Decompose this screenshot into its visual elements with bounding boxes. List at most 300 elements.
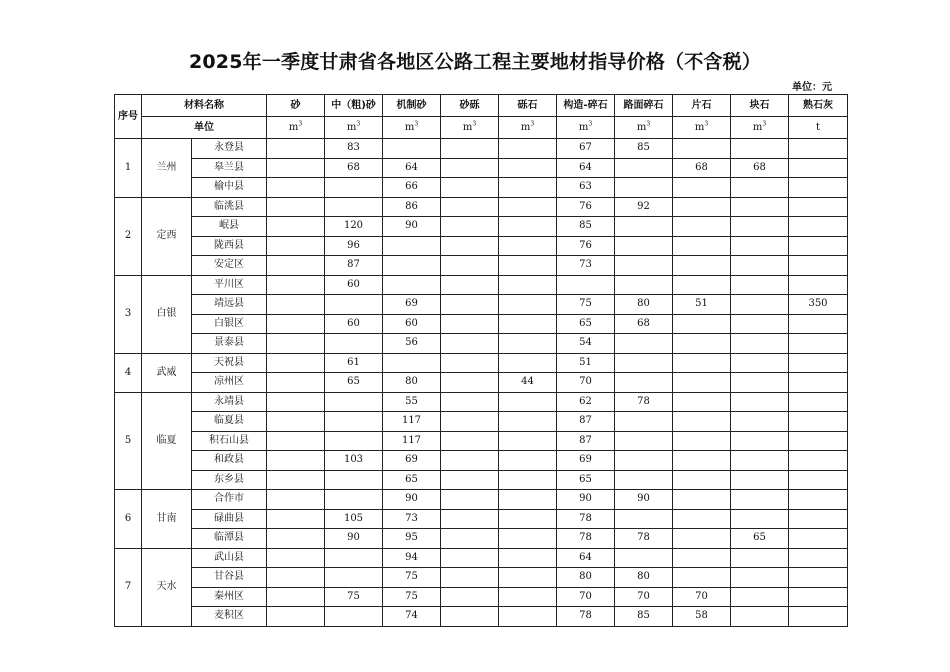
unit-label-header: 单位 [142,117,267,139]
price-cell: 64 [557,548,615,568]
price-cell: 58 [673,607,731,627]
price-cell [673,314,731,334]
price-cell [789,256,848,276]
unit-exponent: 3 [356,120,361,128]
unit-exponent: 3 [472,120,477,128]
price-cell: 65 [557,470,615,490]
table-row [115,470,848,490]
unit-exponent: 3 [414,120,419,128]
price-cell [441,548,499,568]
price-cell [499,295,557,315]
region-seq-cell: 3 [115,275,142,353]
price-cell [615,178,673,198]
price-cell: 90 [325,529,383,549]
price-cell [789,139,848,159]
region-seq-cell: 4 [115,353,142,392]
price-cell [789,568,848,588]
price-cell: 60 [383,314,441,334]
price-cell [731,139,789,159]
region-name-cell: 兰州 [142,139,192,198]
price-cell: 80 [557,568,615,588]
price-cell [325,490,383,510]
price-cell [731,334,789,354]
price-cell [731,236,789,256]
price-cell [789,373,848,393]
price-cell [325,178,383,198]
region-name-cell: 甘南 [142,490,192,549]
price-cell [325,568,383,588]
price-cell [441,275,499,295]
price-cell [325,392,383,412]
price-cell [441,295,499,315]
price-cell [267,431,325,451]
price-cell [731,587,789,607]
price-cell: 70 [673,587,731,607]
price-cell: 69 [557,451,615,471]
price-cell: 73 [557,256,615,276]
price-cell: 90 [383,217,441,237]
price-cell: 60 [325,275,383,295]
price-cell [673,509,731,529]
price-cell: 65 [731,529,789,549]
county-name-cell: 凉州区 [192,373,267,393]
price-cell: 55 [383,392,441,412]
unit-text: m [288,121,299,133]
price-cell [673,256,731,276]
price-cell [615,509,673,529]
price-cell [499,217,557,237]
price-cell [673,451,731,471]
price-cell: 78 [615,392,673,412]
price-cell [441,529,499,549]
region-seq-cell: 1 [115,139,142,198]
price-cell [267,158,325,178]
column-header: 砾石 [499,95,557,117]
price-cell: 90 [615,490,673,510]
price-cell [731,353,789,373]
price-cell: 117 [383,431,441,451]
price-cell: 70 [557,587,615,607]
unit-cell [441,117,499,139]
county-name-cell: 和政县 [192,451,267,471]
unit-cell [499,117,557,139]
price-cell [383,275,441,295]
price-cell [731,256,789,276]
table-row [115,587,848,607]
table-row [115,139,848,159]
price-cell [731,548,789,568]
price-cell: 65 [383,470,441,490]
price-cell [499,451,557,471]
county-name-cell: 麦积区 [192,607,267,627]
price-cell: 73 [383,509,441,529]
unit-exponent: 3 [298,120,303,128]
price-cell [441,568,499,588]
table-row [115,178,848,198]
price-cell [789,607,848,627]
table-row [115,373,848,393]
unit-text: m [404,121,415,133]
price-cell: 44 [499,373,557,393]
table-row [115,529,848,549]
region-name-cell: 白银 [142,275,192,353]
price-cell: 69 [383,295,441,315]
price-cell: 94 [383,548,441,568]
price-cell: 80 [615,295,673,315]
region-name-cell: 临夏 [142,392,192,490]
price-cell [267,353,325,373]
price-cell [441,314,499,334]
price-cell [441,431,499,451]
price-cell [673,353,731,373]
price-cell [615,431,673,451]
table-row [115,275,848,295]
price-cell [441,373,499,393]
price-cell [325,197,383,217]
price-cell [731,295,789,315]
price-cell: 66 [383,178,441,198]
price-cell [789,470,848,490]
price-cell: 90 [557,490,615,510]
price-cell [499,470,557,490]
table-row [115,197,848,217]
price-cell [499,568,557,588]
price-cell [441,236,499,256]
county-name-cell: 东乡县 [192,470,267,490]
price-cell [441,412,499,432]
unit-text: m [636,121,647,133]
table-row [115,217,848,237]
price-cell: 78 [557,529,615,549]
price-cell [325,548,383,568]
price-cell [267,490,325,510]
price-cell [789,353,848,373]
county-name-cell: 临潭县 [192,529,267,549]
price-cell [789,431,848,451]
column-header: 路面碎石 [615,95,673,117]
price-cell [731,178,789,198]
price-cell: 68 [325,158,383,178]
price-cell [267,256,325,276]
county-name-cell: 安定区 [192,256,267,276]
price-cell: 78 [615,529,673,549]
price-cell [673,334,731,354]
price-cell [499,529,557,549]
price-cell: 54 [557,334,615,354]
unit-note: 单位：元 [792,82,832,93]
price-cell [267,236,325,256]
table-row [115,412,848,432]
price-cell [731,509,789,529]
price-cell [441,256,499,276]
price-cell [267,178,325,198]
price-cell [673,139,731,159]
table-row [115,353,848,373]
unit-cell [267,117,325,139]
price-cell: 75 [325,587,383,607]
price-cell [267,314,325,334]
price-cell [615,334,673,354]
price-cell [325,431,383,451]
price-cell [789,509,848,529]
price-cell [441,470,499,490]
price-cell [499,197,557,217]
price-cell: 75 [383,568,441,588]
price-cell [499,139,557,159]
price-cell [267,568,325,588]
price-cell [789,236,848,256]
unit-cell [789,117,848,139]
price-cell [499,431,557,451]
price-cell [499,158,557,178]
price-cell [731,431,789,451]
price-cell [731,412,789,432]
price-cell [267,451,325,471]
unit-exponent: 3 [762,120,767,128]
table-row [115,431,848,451]
price-cell [731,470,789,490]
price-cell: 75 [557,295,615,315]
price-cell [441,139,499,159]
price-cell [499,334,557,354]
price-cell [731,568,789,588]
price-cell [441,178,499,198]
column-header: 熟石灰 [789,95,848,117]
price-cell: 51 [557,353,615,373]
unit-cell [673,117,731,139]
table-row [115,568,848,588]
price-cell [267,217,325,237]
price-cell: 117 [383,412,441,432]
price-cell [789,275,848,295]
header-row-names [115,95,848,117]
price-cell [731,275,789,295]
price-cell [267,548,325,568]
price-cell: 120 [325,217,383,237]
county-name-cell: 秦州区 [192,587,267,607]
price-cell [673,178,731,198]
seq-header: 序号 [115,95,142,139]
county-name-cell: 景泰县 [192,334,267,354]
price-cell [325,412,383,432]
region-seq-cell: 5 [115,392,142,490]
table-row [115,236,848,256]
region-name-cell: 天水 [142,548,192,626]
price-cell [789,548,848,568]
county-name-cell: 榆中县 [192,178,267,198]
price-cell: 51 [673,295,731,315]
price-cell [789,490,848,510]
price-cell: 87 [325,256,383,276]
price-cell: 68 [673,158,731,178]
price-cell [789,178,848,198]
price-cell: 103 [325,451,383,471]
price-cell [499,314,557,334]
price-cell [731,392,789,412]
unit-cell [557,117,615,139]
price-cell: 74 [383,607,441,627]
price-cell [673,236,731,256]
price-cell: 62 [557,392,615,412]
price-table-body [115,95,848,627]
price-cell [267,334,325,354]
price-cell: 68 [615,314,673,334]
price-cell [383,353,441,373]
price-cell: 96 [325,236,383,256]
county-name-cell: 靖远县 [192,295,267,315]
unit-exponent: 3 [530,120,535,128]
price-cell: 85 [615,607,673,627]
unit-cell [383,117,441,139]
price-cell [731,314,789,334]
price-cell [325,295,383,315]
table-row [115,256,848,276]
table-row [115,490,848,510]
price-cell [383,139,441,159]
table-row [115,158,848,178]
price-cell [499,490,557,510]
price-cell [267,412,325,432]
price-cell [731,217,789,237]
price-cell [267,197,325,217]
price-cell [673,470,731,490]
region-name-cell: 武威 [142,353,192,392]
price-cell: 65 [557,314,615,334]
price-cell [441,451,499,471]
county-name-cell: 积石山县 [192,431,267,451]
county-name-cell: 合作市 [192,490,267,510]
price-cell [615,548,673,568]
county-name-cell: 白银区 [192,314,267,334]
price-cell: 61 [325,353,383,373]
price-cell [499,353,557,373]
price-cell: 85 [557,217,615,237]
table-row [115,392,848,412]
county-name-cell: 皋兰县 [192,158,267,178]
unit-text: m [752,121,763,133]
table-row [115,607,848,627]
table-row [115,314,848,334]
material-name-header: 材料名称 [142,95,267,117]
county-name-cell: 永靖县 [192,392,267,412]
column-header: 机制砂 [383,95,441,117]
price-cell: 85 [615,139,673,159]
price-cell [267,139,325,159]
price-cell [325,470,383,490]
price-cell [615,217,673,237]
price-cell: 105 [325,509,383,529]
price-cell: 70 [615,587,673,607]
price-cell [499,275,557,295]
county-name-cell: 临夏县 [192,412,267,432]
price-cell [789,587,848,607]
price-cell [615,412,673,432]
table-row [115,548,848,568]
price-cell [615,158,673,178]
price-cell [441,587,499,607]
region-seq-cell: 7 [115,548,142,626]
price-cell: 86 [383,197,441,217]
unit-exponent: 3 [588,120,593,128]
county-name-cell: 陇西县 [192,236,267,256]
price-cell [267,470,325,490]
price-cell: 68 [731,158,789,178]
price-cell [615,373,673,393]
price-cell [789,334,848,354]
price-cell [673,392,731,412]
price-cell [789,529,848,549]
price-cell [673,373,731,393]
price-cell [615,353,673,373]
unit-exponent: 3 [704,120,709,128]
unit-text: t [815,121,821,133]
price-cell [499,587,557,607]
price-cell [731,373,789,393]
price-cell [499,236,557,256]
column-header: 块石 [731,95,789,117]
unit-cell [615,117,673,139]
price-cell [673,431,731,451]
price-cell [789,412,848,432]
price-cell [615,275,673,295]
price-cell: 350 [789,295,848,315]
price-cell: 64 [557,158,615,178]
price-cell [789,217,848,237]
price-cell [731,451,789,471]
price-cell [673,412,731,432]
price-cell: 70 [557,373,615,393]
price-cell [615,236,673,256]
unit-cell [731,117,789,139]
price-cell: 87 [557,431,615,451]
table-row [115,334,848,354]
header-row-units [115,117,848,139]
price-cell: 69 [383,451,441,471]
county-name-cell: 平川区 [192,275,267,295]
county-name-cell: 武山县 [192,548,267,568]
price-cell [441,197,499,217]
column-header: 片石 [673,95,731,117]
price-cell [441,392,499,412]
column-header: 构造-碎石 [557,95,615,117]
price-cell [615,256,673,276]
price-cell [441,353,499,373]
unit-exponent: 3 [646,120,651,128]
county-name-cell: 碌曲县 [192,509,267,529]
price-cell: 60 [325,314,383,334]
price-cell [673,275,731,295]
price-cell [615,451,673,471]
table-row [115,295,848,315]
price-cell [267,529,325,549]
price-cell [731,490,789,510]
price-cell [673,529,731,549]
price-cell [499,178,557,198]
price-cell [267,509,325,529]
price-cell: 63 [557,178,615,198]
price-table [114,94,848,627]
price-cell [789,392,848,412]
price-cell [789,158,848,178]
unit-text: m [520,121,531,133]
price-cell: 64 [383,158,441,178]
price-cell: 65 [325,373,383,393]
table-row [115,451,848,471]
price-cell [441,334,499,354]
price-cell: 76 [557,236,615,256]
price-cell [673,568,731,588]
price-cell [499,509,557,529]
